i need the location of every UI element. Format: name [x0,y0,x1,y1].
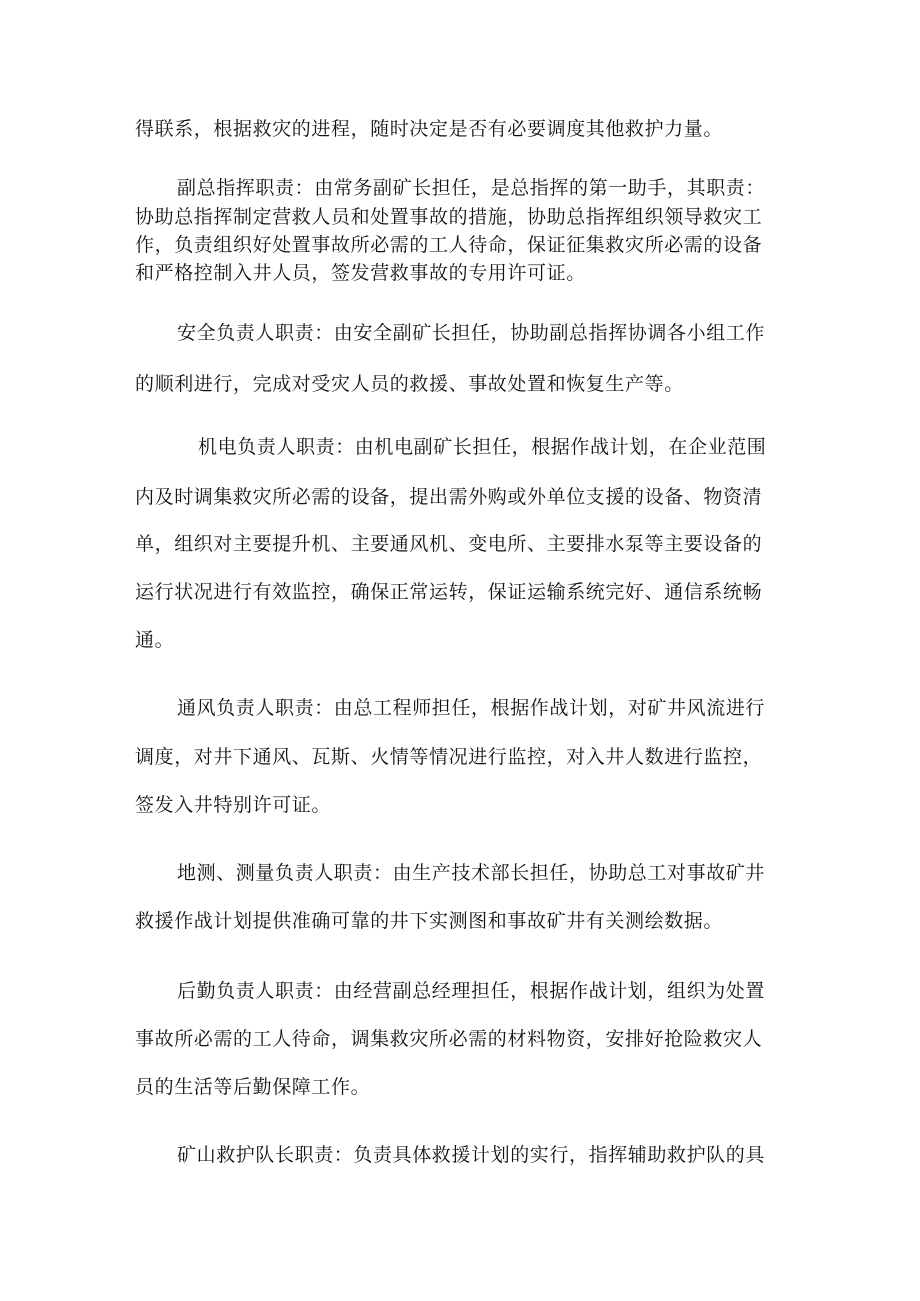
paragraph-line: 作，负责组织好处置事故所必需的工人待命，保证征集救灾所必需的设备 [135,234,763,256]
paragraph-line: 矿山救护队长职责：负责具体救援计划的实行，指挥辅助救护队的具 [177,1144,766,1166]
paragraph-line: 得联系，根据救灾的进程，随时决定是否有必要调度其他救护力量。 [135,118,724,140]
paragraph-line: 签发入井特别许可证。 [135,794,332,816]
paragraph-line: 调度，对井下通风、瓦斯、火情等情况进行监控，对入井人数进行监控， [135,746,763,768]
paragraph-line: 救援作战计划提供准确可靠的井下实测图和事故矿井有关测绘数据。 [135,910,724,932]
paragraph-line: 地测、测量负责人职责：由生产技术部长担任，协助总工对事故矿井 [177,862,766,884]
paragraph-line: 安全负责人职责：由安全副矿长担任，协助副总指挥协调各小组工作 [177,322,766,344]
paragraph-line: 和严格控制入井人员，签发营救事故的专用许可证。 [135,262,586,284]
paragraph-line: 后勤负责人职责：由经营副总经理担任，根据作战计划，组织为处置 [177,980,766,1002]
paragraph-line: 通。 [135,629,175,651]
paragraph-line: 协助总指挥制定营救人员和处置事故的措施，协助总指挥组织领导救灾工 [135,206,763,228]
paragraph-line: 单，组织对主要提升机、主要通风机、变电所、主要排水泵等主要设备的 [135,533,763,555]
paragraph-line: 副总指挥职责：由常务副矿长担任，是总指挥的第一助手，其职责： [177,177,766,199]
paragraph-line: 事故所必需的工人待命，调集救灾所必需的材料物资，安排好抢险救灾人 [135,1028,763,1050]
paragraph-line: 机电负责人职责：由机电副矿长担任，根据作战计划，在企业范围 [198,436,767,458]
paragraph-line: 通风负责人职责：由总工程师担任，根据作战计划，对矿井风流进行 [177,697,766,719]
paragraph-line: 内及时调集救灾所必需的设备，提出需外购或外单位支援的设备、物资清 [135,486,763,508]
paragraph-line: 员的生活等后勤保障工作。 [135,1076,371,1098]
paragraph-line: 的顺利进行，完成对受灾人员的救援、事故处置和恢复生产等。 [135,373,684,395]
paragraph-line: 运行状况进行有效监控，确保正常运转，保证运输系统完好、通信系统畅 [135,581,763,603]
